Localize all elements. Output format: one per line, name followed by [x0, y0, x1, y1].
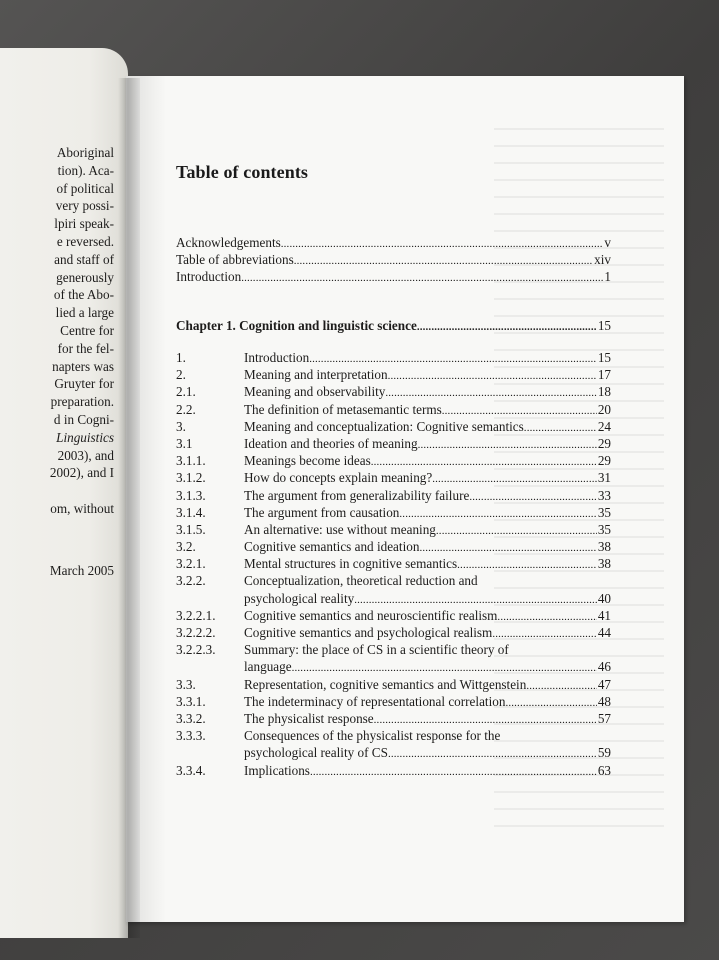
left-line: tion). Aca- [57, 162, 114, 178]
toc-label: Summary: the place of CS in a scientific theory of [244, 642, 509, 658]
toc-label: psychological reality of CS [244, 745, 388, 761]
toc-page-number: 44 [597, 625, 611, 640]
toc-row [176, 572, 611, 589]
toc-row [176, 658, 611, 675]
left-line: preparation. [50, 394, 114, 410]
left-line: 2002), and I [49, 465, 114, 481]
left-line: of the Abo- [53, 287, 114, 303]
toc-row [176, 624, 611, 641]
toc-page-number: 46 [597, 659, 611, 675]
left-line: napters was [52, 358, 114, 374]
toc-front-matter [176, 234, 611, 286]
toc-label: The physicalist response [244, 710, 374, 726]
toc-number: 3.3. [176, 676, 196, 692]
left-line: Gruyter for [54, 376, 114, 392]
left-date-line: March 2005 [49, 562, 114, 578]
toc-page-number: 33 [597, 487, 611, 503]
toc-label: Acknowledgements [176, 235, 281, 250]
toc-row [176, 251, 611, 268]
toc-number: 3.2.2.3. [176, 642, 216, 658]
toc-number: 3.2.2.2. [176, 625, 216, 640]
toc-number: 3.1.5. [176, 521, 206, 537]
toc-label: Implications [244, 762, 310, 778]
toc-row [176, 607, 611, 624]
toc-label: Introduction [244, 350, 310, 365]
left-line: very possi- [55, 198, 114, 214]
toc-number: 2. [176, 367, 186, 383]
toc-page-number: 40 [597, 590, 611, 606]
toc-row [176, 744, 611, 761]
left-line: Centre for [60, 322, 114, 338]
toc-page-number: 48 [597, 693, 611, 709]
toc-row [176, 401, 611, 418]
toc-label: The definition of metasemantic terms [244, 401, 442, 417]
toc-page-number: 38 [597, 556, 611, 572]
left-line: e reversed. [56, 233, 114, 249]
toc-page-number: 24 [597, 418, 611, 434]
left-line: om, without [50, 500, 114, 516]
toc-row [176, 641, 611, 658]
toc-label: The argument from causation [244, 504, 400, 520]
toc-label: Ideation and theories of meaning [244, 435, 418, 451]
toc-label: Conceptualization, theoretical reduction and [244, 573, 478, 589]
toc-page-number: 38 [597, 539, 611, 555]
toc-page-number: 35 [597, 521, 611, 537]
left-page-text [0, 144, 114, 580]
toc-chapter-label: Chapter 1. Cognition and linguistic science [176, 318, 417, 333]
left-line: 2003), and [57, 447, 114, 463]
toc-number: 3.3.2. [176, 710, 206, 726]
toc-row [176, 469, 611, 486]
toc-page-number: xiv [594, 252, 611, 268]
toc-number: 3.1.4. [176, 504, 206, 520]
toc-row [176, 452, 611, 469]
toc-page-number: 47 [597, 676, 611, 692]
toc-page-number: 31 [597, 470, 611, 486]
toc-number: 3.2. [176, 539, 196, 555]
toc-row [176, 590, 611, 607]
toc-number: 2.1. [176, 384, 196, 400]
toc-label: The argument from generalizability failure [244, 487, 470, 503]
toc-row [176, 383, 611, 400]
toc-page-number: 35 [597, 504, 611, 520]
toc-page-number: 63 [597, 762, 611, 778]
toc-number: 3.1.1. [176, 453, 206, 469]
toc-label: Meaning and interpretation [244, 367, 388, 383]
toc-label: Meaning and conceptualization: Cognitive semantics [244, 418, 524, 434]
left-line: Linguistics [56, 429, 114, 445]
toc-row [176, 762, 611, 779]
toc-row [176, 676, 611, 693]
toc-row [176, 234, 611, 251]
toc-page-number: 59 [597, 745, 611, 761]
left-line: generously [56, 269, 114, 285]
toc-label: How do concepts explain meaning? [244, 470, 433, 486]
left-page [0, 48, 128, 938]
toc-row [176, 555, 611, 572]
left-line-part: d in Cogni- [53, 411, 114, 427]
toc-number: 3.2.2.1. [176, 607, 216, 623]
toc-row [176, 349, 611, 366]
toc-label: Cognitive semantics and psychological realism [244, 625, 493, 640]
toc-label: Meaning and observability [244, 384, 386, 400]
left-line: Aboriginal [56, 145, 114, 160]
toc-page-number: 29 [597, 435, 611, 451]
book-gutter [118, 78, 140, 938]
page-title: Table of contents [176, 162, 309, 182]
toc-row [176, 418, 611, 435]
toc-number: 2.2. [176, 401, 196, 417]
toc-row [176, 710, 611, 727]
toc-page-number: 20 [597, 401, 611, 417]
right-page [126, 76, 684, 922]
toc-entries [176, 349, 611, 779]
toc-label: The indeterminacy of representational correlation [244, 693, 506, 709]
toc-page-number: 57 [597, 710, 611, 726]
toc-chapter-page: 15 [597, 318, 611, 333]
toc-label: Cognitive semantics and ideation [244, 539, 420, 555]
left-line: and staff of [54, 251, 114, 267]
left-line: of political [56, 180, 114, 196]
toc-page-number: 17 [597, 367, 611, 383]
toc-label: Cognitive semantics and neuroscientific realism [244, 607, 498, 623]
toc-label: Meanings become ideas [244, 453, 371, 469]
toc-label: Table of abbreviations [176, 252, 294, 268]
toc-row [176, 693, 611, 710]
toc-label: An alternative: use without meaning [244, 521, 436, 537]
left-line [0, 411, 114, 429]
toc-row [176, 366, 611, 383]
toc-number: 3.1.3. [176, 487, 206, 503]
toc-page-number: v [604, 235, 611, 250]
toc-page-number: 18 [597, 384, 611, 400]
toc-page-number: 1 [604, 269, 611, 285]
left-line: for the fel- [57, 340, 114, 356]
toc-chapter-heading [176, 317, 611, 334]
toc-number: 3.3.1. [176, 693, 206, 709]
toc-chapter-row [176, 317, 611, 334]
toc-label: Representation, cognitive semantics and Wittgenstein [244, 676, 527, 692]
left-line: lied a large [55, 305, 114, 321]
toc-row [176, 504, 611, 521]
toc-number: 3.2.1. [176, 556, 206, 572]
toc-page-number: 15 [597, 350, 611, 365]
toc-row [176, 521, 611, 538]
toc-label: Introduction [176, 269, 242, 285]
toc-page-number: 41 [597, 607, 611, 623]
toc-number: 3.1 [176, 435, 193, 451]
toc-row [176, 727, 611, 744]
toc-number: 3.3.3. [176, 728, 206, 744]
toc-number: 1. [176, 350, 186, 365]
toc-number: 3.2.2. [176, 573, 206, 589]
toc-row [176, 487, 611, 504]
left-line: lpiri speak- [54, 216, 114, 232]
toc-label: language [244, 659, 292, 675]
toc-row [176, 435, 611, 452]
toc-number: 3.1.2. [176, 470, 206, 486]
toc-label: Mental structures in cognitive semantics [244, 556, 458, 572]
toc-row [176, 538, 611, 555]
toc-label: Consequences of the physicalist response for the [244, 728, 501, 744]
toc-label: psychological reality [244, 590, 355, 606]
toc-page-number: 29 [597, 453, 611, 469]
toc-number: 3.3.4. [176, 762, 206, 778]
toc-row [176, 268, 611, 285]
toc-number: 3. [176, 418, 186, 434]
